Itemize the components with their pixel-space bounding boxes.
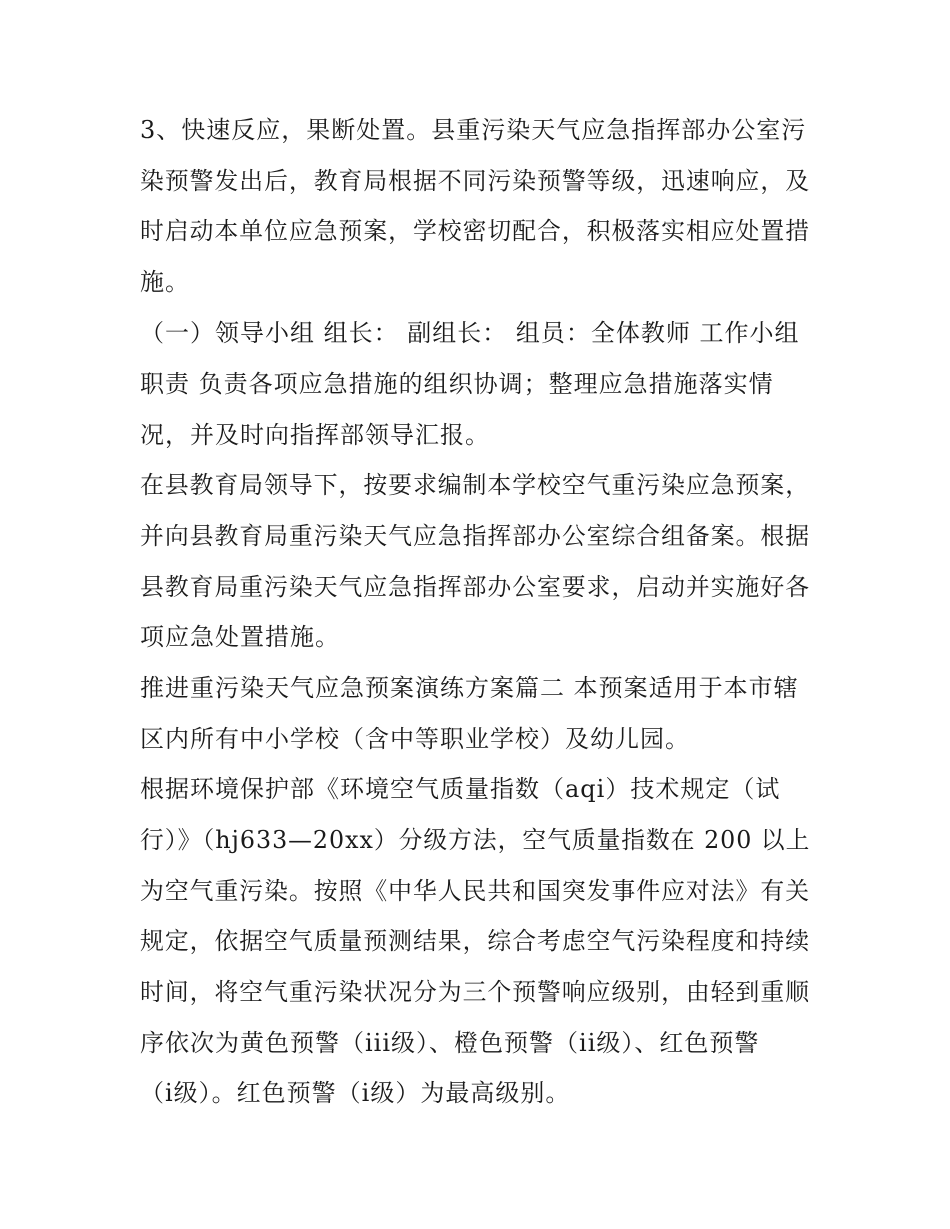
text-line: 根据环境保护部《环境空气质量指数（aqi）技术规定（试: [140, 775, 781, 803]
text-line: 职责 负责各项应急措施的组织协调；整理应急措施落实情: [140, 370, 774, 398]
text-line: （一）领导小组 组长： 副组长： 组员：全体教师 工作小组: [140, 319, 800, 347]
text-line: 3、快速反应，果断处置。县重污染天气应急指挥部办公室污: [140, 116, 807, 144]
text-line: 项应急处置措施。: [140, 623, 340, 651]
text-line: 行）》（hj633—20xx）分级方法，空气质量指数在 200 以上: [140, 826, 811, 854]
text-line: 在县教育局领导下，按要求编制本学校空气重污染应急预案，: [140, 471, 811, 499]
text-line: 况，并及时向指挥部领导汇报。: [140, 421, 490, 449]
text-line: 染预警发出后，教育局根据不同污染预警等级，迅速响应，及: [140, 167, 811, 195]
text-line: （i级）。红色预警（i级）为最高级别。: [140, 1079, 571, 1107]
text-line: 推进重污染天气应急预案演练方案篇二 本预案适用于本市辖: [140, 674, 799, 702]
text-line: 时间，将空气重污染状况分为三个预警响应级别，由轻到重顺: [140, 978, 811, 1006]
text-line: 区内所有中小学校（含中等职业学校）及幼儿园。: [140, 725, 690, 753]
text-line: 序依次为黄色预警（iii级）、橙色预警（ii级）、红色预警: [140, 1029, 760, 1057]
text-line: 时启动本单位应急预案，学校密切配合，积极落实相应处置措: [140, 217, 811, 245]
text-line: 县教育局重污染天气应急指挥部办公室要求，启动并实施好各: [140, 573, 811, 601]
text-line: 规定，依据空气质量预测结果，综合考虑空气污染程度和持续: [140, 927, 811, 955]
text-line: 施。: [140, 268, 190, 296]
text-line: 并向县教育局重污染天气应急指挥部办公室综合组备案。根据: [140, 522, 811, 550]
text-line: 为空气重污染。按照《中华人民共和国突发事件应对法》有关: [140, 877, 811, 905]
